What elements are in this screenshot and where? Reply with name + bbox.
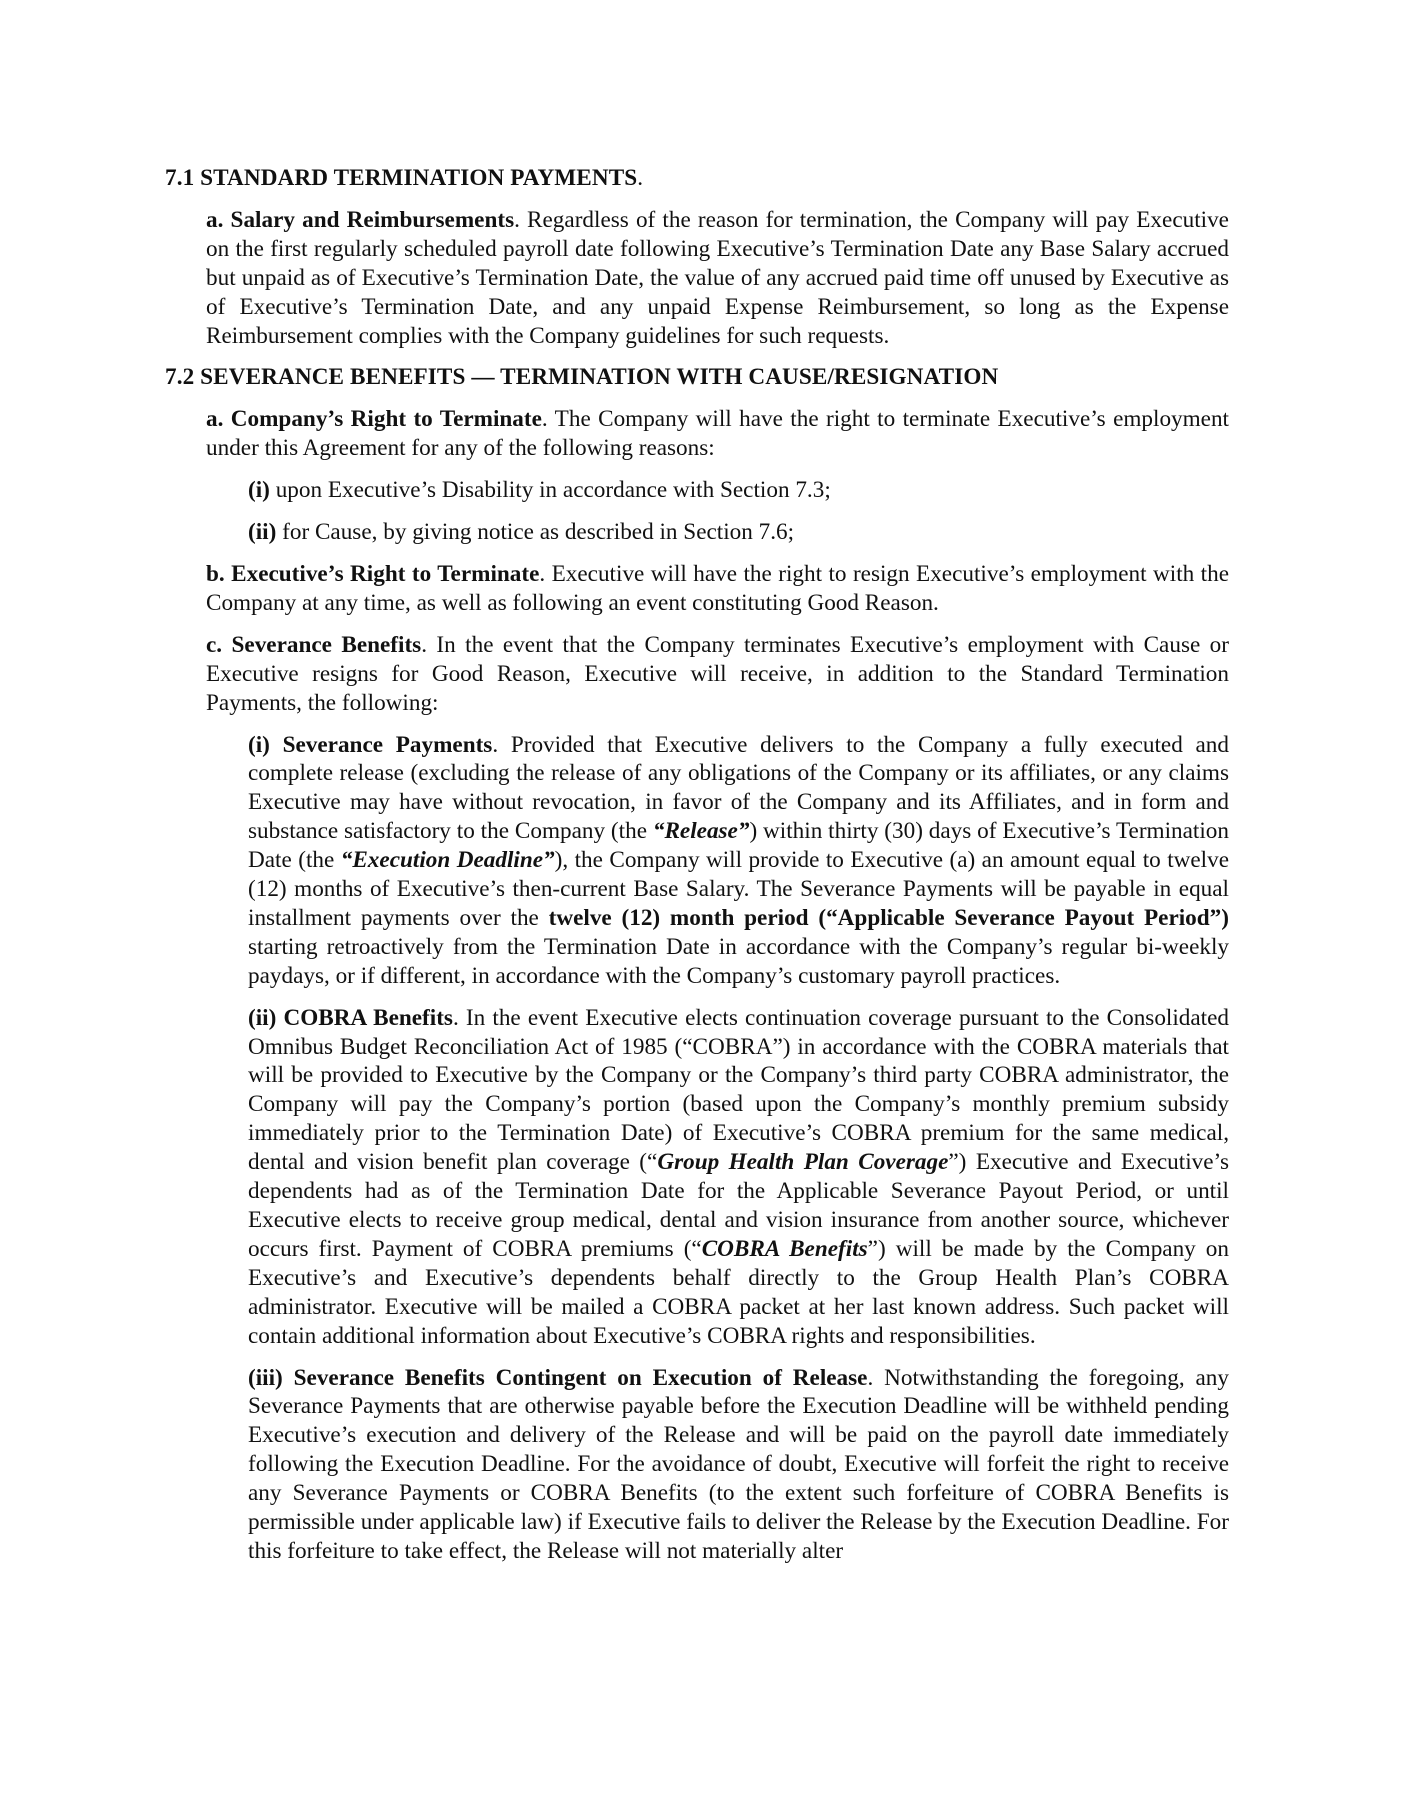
paragraph-cobra-benefits: (ii) COBRA Benefits. In the event Executive elects continuation coverage pursuant to the Consolidated Omnibus Budget Reconciliation Act of 1985 (“COBRA”) in accordance with the COBRA materials that will be provided to Executive by the Company or the Company’s third party COBRA administrator, the Company will pay the Company’s portion (based upon the Company’s monthly premium subsidy immediately prior to the Termination Date) of Executive’s COBRA premium for the same medical, dental and vision benefit plan coverage (“Group Health Plan Coverage”) Executive and Executive’s dependents had as of the Termination Date for the Applicable Severance Payout Period, or until Executive elects to receive group medical, dental and vision insurance from another source, whichever occurs first. Payment of COBRA premiums (“COBRA Benefits”) will be made by the Company on Executive’s and Executive’s dependents behalf directly to the Group Health Plan’s COBRA administrator. Executive will be mailed a COBRA packet at her last known address. Such packet will contain additional information about Executive’s COBRA rights and responsibilities. <box>248 1004 1230 1349</box>
paragraph-company-right-to-terminate: a. Company’s Right to Terminate. The Company will have the right to terminate Executive’s employment under this Agreement for any of the following reasons: <box>206 406 1229 462</box>
paragraph-salary-reimbursements: a. Salary and Reimbursements. Regardless of the reason for termination, the Company will pay Executive on the first regularly scheduled payroll date following Executive’s Termination Date any Base Salary accrued but unpaid as of Executive’s Termination Date, the value of any accrued paid time off unused by Executive as of Executive’s Termination Date, and any unpaid Expense Reimbursement, so long as the Expense Reimbursement complies with the Company guidelines for such requests. <box>206 206 1229 349</box>
paragraph-title: a. Company’s Right to Terminate <box>206 406 542 433</box>
defined-term-execution-deadline: “Execution Deadline” <box>340 847 555 874</box>
section-7-2-heading: 7.2 SEVERANCE BENEFITS — TERMINATION WITH CAUSE/RESIGNATION <box>165 364 999 391</box>
paragraph-contingent-release: (iii) Severance Benefits Contingent on Execution of Release. Notwithstanding the foregoing, any Severance Payments that are otherwise payable before the Execution Deadline will be withheld pending Executive’s execution and delivery of the Release and will be paid on the payroll date immediately following the Execution Deadline. For the avoidance of doubt, Executive will forfeit the right to receive any Severance Payments or COBRA Benefits (to the extent such forfeiture of COBRA Benefits is permissible under applicable law) if Executive fails to deliver the Release by the Execution Deadline. For this forfeiture to take effect, the Release will not materially alter <box>248 1364 1229 1564</box>
defined-term-payout-period: (“Applicable Severance Payout Period”) <box>818 904 1229 931</box>
paragraph-title: a. Salary and Reimbursements <box>206 206 515 233</box>
section-7-1-heading: 7.1 STANDARD TERMINATION PAYMENTS. <box>165 165 644 191</box>
paragraph-title: (ii) COBRA Benefits <box>248 1004 453 1031</box>
paragraph-severance-benefits: c. Severance Benefits. In the event that the Company terminates Executive’s employment with Cause or Executive resigns for Good Reason, Executive will receive, in addition to the Standard Termination Payments, the following: <box>206 631 1229 716</box>
paragraph-title: c. Severance Benefits <box>206 631 422 658</box>
paragraph-title: b. Executive’s Right to Terminate <box>206 560 540 587</box>
list-item-cause: (ii) for Cause, by giving notice as described in Section 7.6; <box>248 519 795 546</box>
paragraph-title: (iii) Severance Benefits Contingent on Execution of Release <box>248 1364 868 1391</box>
document-page <box>165 164 1229 1566</box>
paragraph-executive-right-to-terminate: b. Executive’s Right to Terminate. Executive will have the right to resign Executive’s employment with the Company at any time, as well as following an event constituting Good Reason. <box>206 560 1229 616</box>
defined-term-group-health-plan: Group Health Plan Coverage <box>657 1149 949 1176</box>
bold-term-period: twelve (12) month period <box>548 904 809 931</box>
paragraph-severance-payments: (i) Severance Payments. Provided that Executive delivers to the Company a fully executed and complete release (excluding the release of any obligations of the Company or its affiliates, or any claims Executive may have without revocation, in favor of the Company and its Affiliates, and in form and substance satisfactory to the Company (the “Release”) within thirty (30) days of Executive’s Termination Date (the “Execution Deadline”), the Company will provide to Executive (a) an amount equal to twelve (12) months of Executive’s then-current Base Salary. The Severance Payments will be payable in equal installment payments over the twelve (12) month period (“Applicable Severance Payout Period”) starting retroactively from the Termination Date in accordance with the Company’s regular bi-weekly paydays, or if different, in accordance with the Company’s customary payroll practices. <box>248 731 1229 989</box>
list-item-disability: (i) upon Executive’s Disability in accordance with Section 7.3; <box>248 477 831 504</box>
paragraph-title: (i) Severance Payments <box>248 731 493 758</box>
defined-term-release: “Release” <box>652 818 750 845</box>
defined-term-cobra-benefits: COBRA Benefits <box>701 1235 868 1262</box>
